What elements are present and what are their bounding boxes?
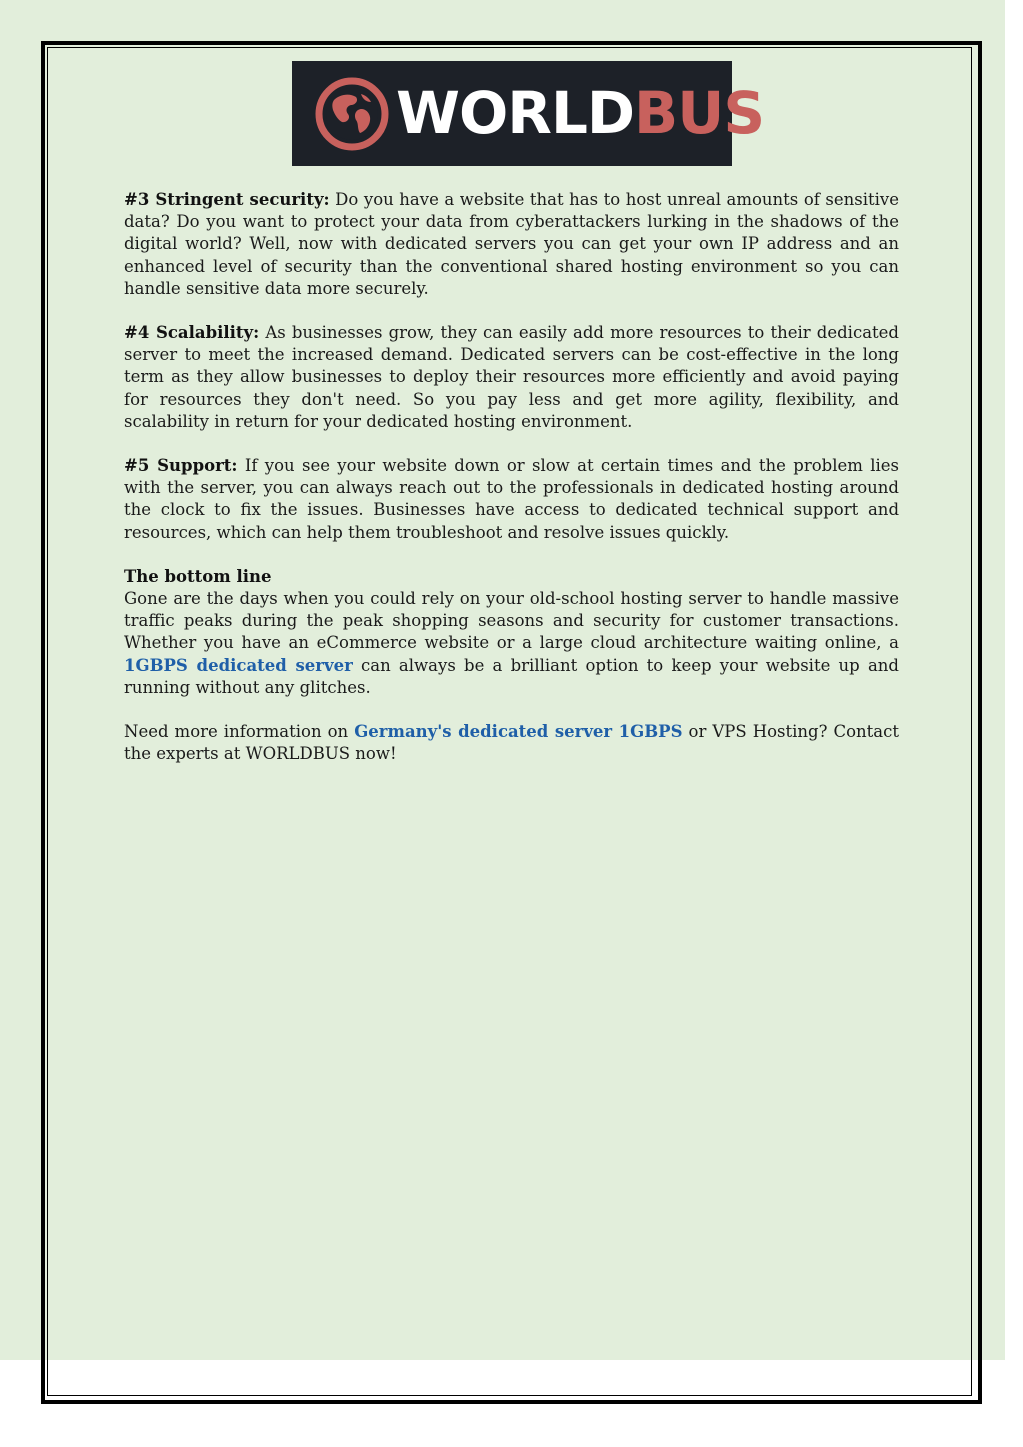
contact-after: or VPS Hosting? Contact the experts at WORLDBUS now! xyxy=(124,722,899,764)
heading-scalability: #4 Scalability: xyxy=(124,323,260,343)
logo-text-world: WORLD xyxy=(396,79,635,147)
body-bottom-line-after: can always be a brilliant option to keep your website up and running without any glitches. xyxy=(124,655,899,697)
paragraph-bottom-line xyxy=(124,566,899,699)
link-germany-dedicated-server[interactable]: Germany's dedicated server 1GBPS xyxy=(354,722,683,742)
heading-support: #5 Support: xyxy=(124,456,238,476)
paragraph-security xyxy=(124,189,899,300)
paragraph-scalability xyxy=(124,322,899,433)
body-scalability: As businesses grow, they can easily add more resources to their dedicated server to meet the increased demand. Dedicated servers can be cost-effective in the long term as they allow businesses to deploy their resources more efficiently and avoid paying for resources they don't need. So you pay less and get more agility, flexibility, and scalability in return for your dedicated hosting environment. xyxy=(124,323,899,431)
heading-security: #3 Stringent security: xyxy=(124,190,330,209)
body-support: If you see your website down or slow at certain times and the problem lies with the server, you can always reach out to the professionals in dedicated hosting around the clock to fix the issues. Businesses have access to dedicated technical support and resources, which can help them troubleshoot and resolve issues quickly. xyxy=(124,456,899,542)
paragraph-support xyxy=(124,455,899,544)
heading-bottom-line: The bottom line xyxy=(124,566,272,586)
logo-text-bus: BUS xyxy=(634,79,765,147)
contact-before: Need more information on xyxy=(124,722,355,742)
worldbus-logo xyxy=(292,61,765,166)
body-bottom-line-before: Gone are the days when you could rely on your old-school hosting server to handle massive traffic peaks during the peak shopping seasons and security for customer transactions. Whether you have an eCommerce website or a large cloud architecture waiting online, a xyxy=(124,589,899,653)
link-1gbps-dedicated-server[interactable]: 1GBPS dedicated server xyxy=(124,655,353,675)
logo-wordmark xyxy=(396,77,764,149)
article-content xyxy=(124,189,899,787)
paragraph-contact xyxy=(124,721,899,765)
body-security: Do you have a website that has to host unreal amounts of sensitive data? Do you want to protect your data from cyberattackers lurking in the shadows of the digital world? Well, now with dedicated servers you can get your own IP address and an enhanced level of security than the conventional shared hosting environment so you can handle sensitive data more securely. xyxy=(124,190,899,298)
globe-icon xyxy=(314,76,390,152)
